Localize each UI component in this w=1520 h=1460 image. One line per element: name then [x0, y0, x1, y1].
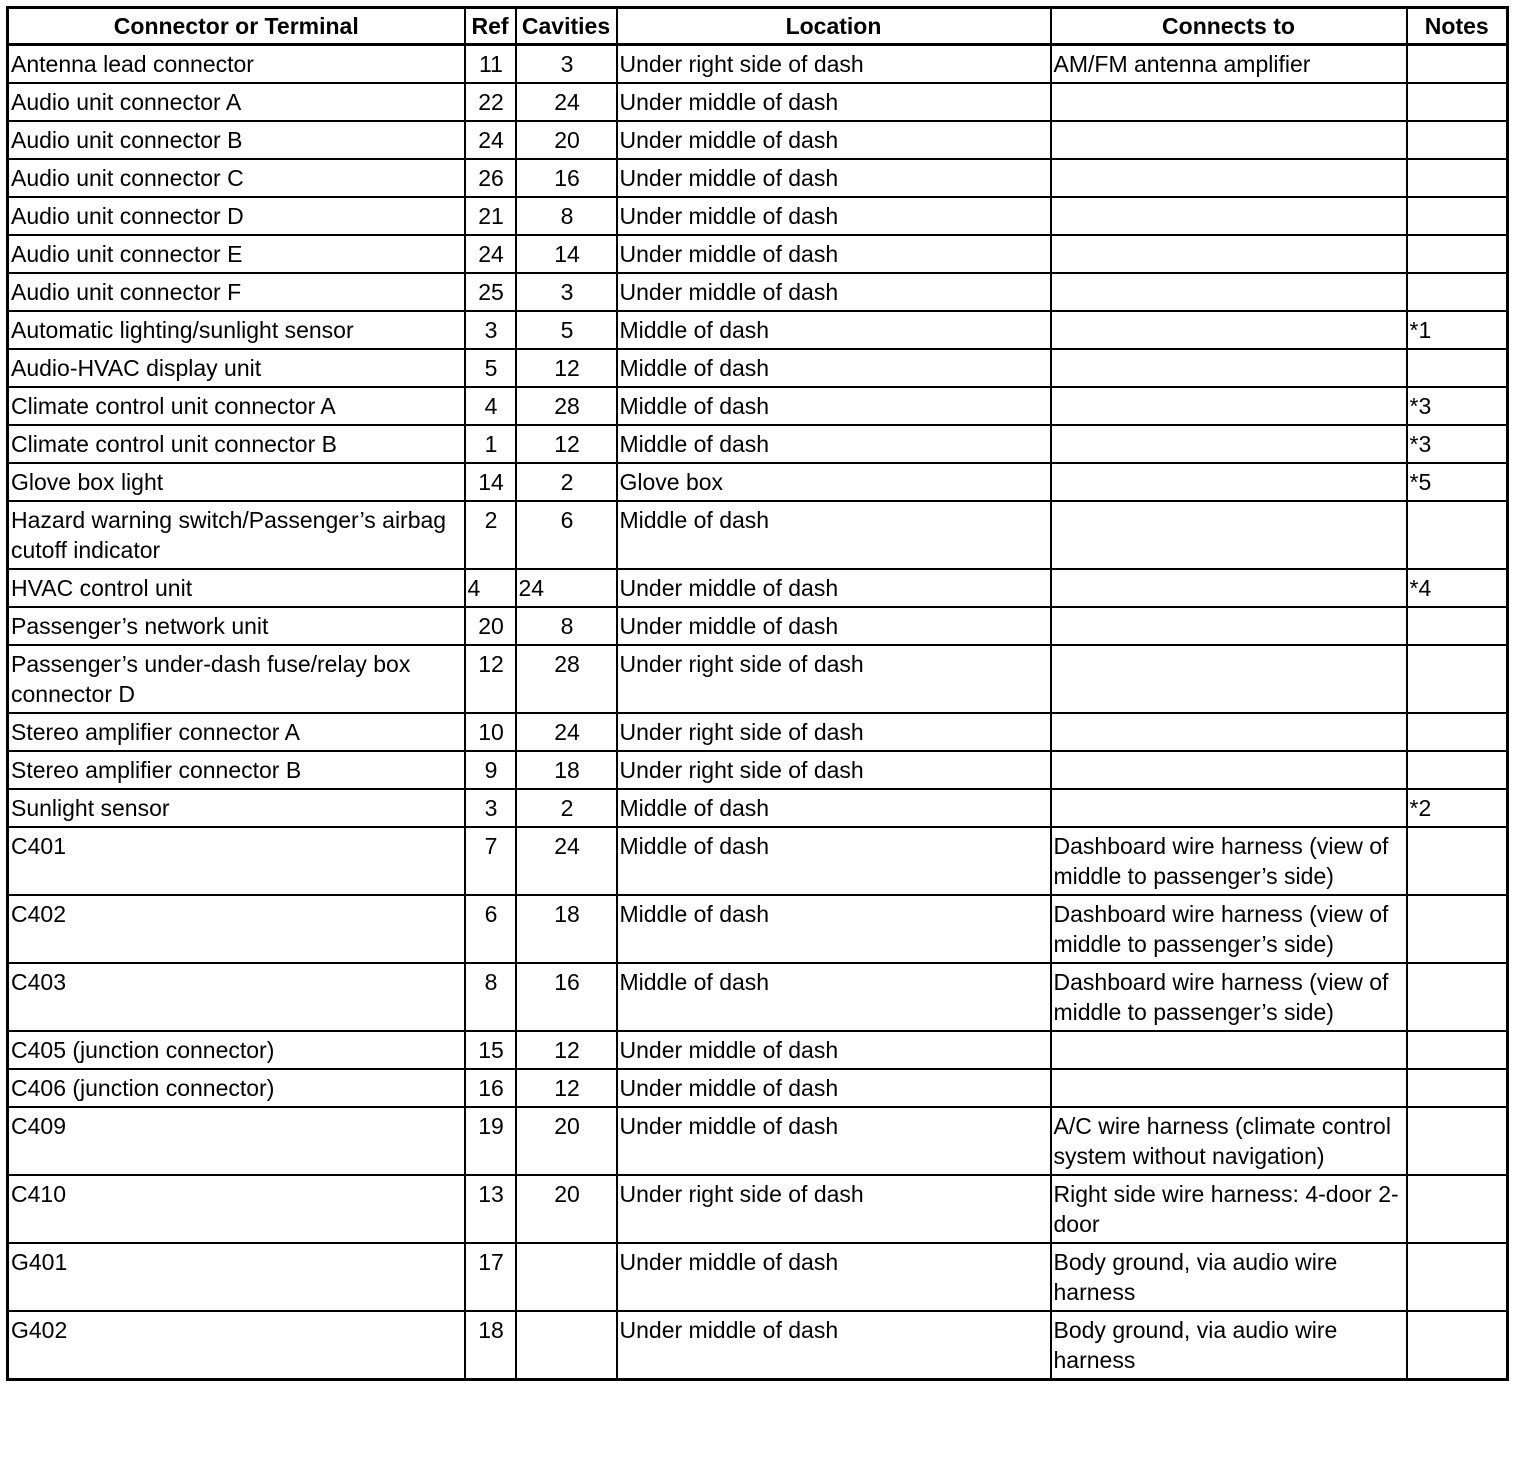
cell-cavities: 28 — [516, 387, 617, 425]
cell-ref: 4 — [465, 387, 516, 425]
cell-connects-to: Right side wire harness: 4-door 2-door — [1051, 1175, 1407, 1243]
cell-location: Under middle of dash — [617, 273, 1051, 311]
cell-connects-to — [1051, 789, 1407, 827]
cell-cavities: 24 — [516, 83, 617, 121]
table-row — [8, 197, 1508, 235]
cell-connector: Stereo amplifier connector B — [8, 751, 465, 789]
cell-connector: Glove box light — [8, 463, 465, 501]
cell-notes: *5 — [1407, 463, 1508, 501]
table-row — [8, 463, 1508, 501]
cell-location: Glove box — [617, 463, 1051, 501]
cell-connects-to — [1051, 83, 1407, 121]
cell-location: Middle of dash — [617, 827, 1051, 895]
cell-connector: Audio unit connector D — [8, 197, 465, 235]
cell-connects-to — [1051, 349, 1407, 387]
cell-ref: 25 — [465, 273, 516, 311]
cell-connector: Sunlight sensor — [8, 789, 465, 827]
cell-notes — [1407, 501, 1508, 569]
cell-notes — [1407, 751, 1508, 789]
cell-notes — [1407, 83, 1508, 121]
cell-connector: C403 — [8, 963, 465, 1031]
cell-connects-to: Dashboard wire harness (view of middle to passenger’s side) — [1051, 895, 1407, 963]
cell-ref: 22 — [465, 83, 516, 121]
cell-connects-to — [1051, 273, 1407, 311]
table-row — [8, 827, 1508, 895]
table-row — [8, 645, 1508, 713]
cell-location: Under right side of dash — [617, 1175, 1051, 1243]
cell-notes — [1407, 895, 1508, 963]
cell-location: Under middle of dash — [617, 235, 1051, 273]
cell-connector: Climate control unit connector B — [8, 425, 465, 463]
table-row — [8, 387, 1508, 425]
cell-location: Under right side of dash — [617, 713, 1051, 751]
cell-ref: 21 — [465, 197, 516, 235]
cell-connector: G402 — [8, 1311, 465, 1380]
table-row — [8, 1069, 1508, 1107]
cell-location: Under right side of dash — [617, 751, 1051, 789]
cell-ref: 3 — [465, 311, 516, 349]
table-row — [8, 1107, 1508, 1175]
cell-notes — [1407, 1243, 1508, 1311]
cell-cavities: 28 — [516, 645, 617, 713]
header-location: Location — [617, 8, 1051, 45]
cell-cavities: 12 — [516, 425, 617, 463]
cell-ref: 15 — [465, 1031, 516, 1069]
cell-cavities: 8 — [516, 607, 617, 645]
cell-connects-to — [1051, 387, 1407, 425]
table-row — [8, 713, 1508, 751]
table-row — [8, 121, 1508, 159]
table-row — [8, 349, 1508, 387]
cell-notes — [1407, 607, 1508, 645]
cell-notes — [1407, 713, 1508, 751]
cell-connector: HVAC control unit — [8, 569, 465, 607]
cell-cavities: 20 — [516, 1175, 617, 1243]
cell-connects-to — [1051, 1031, 1407, 1069]
cell-cavities: 16 — [516, 159, 617, 197]
table-row — [8, 789, 1508, 827]
table-row — [8, 1311, 1508, 1380]
cell-notes — [1407, 1107, 1508, 1175]
cell-connects-to: Body ground, via audio wire harness — [1051, 1311, 1407, 1380]
cell-connector: Stereo amplifier connector A — [8, 713, 465, 751]
cell-connects-to — [1051, 311, 1407, 349]
cell-cavities: 16 — [516, 963, 617, 1031]
cell-connector: Antenna lead connector — [8, 45, 465, 84]
cell-connects-to — [1051, 645, 1407, 713]
cell-cavities: 18 — [516, 895, 617, 963]
cell-connects-to — [1051, 159, 1407, 197]
cell-notes: *1 — [1407, 311, 1508, 349]
table-row — [8, 501, 1508, 569]
table-row — [8, 83, 1508, 121]
cell-connects-to: Body ground, via audio wire harness — [1051, 1243, 1407, 1311]
connector-table — [6, 6, 1509, 1381]
cell-location: Under middle of dash — [617, 1031, 1051, 1069]
cell-cavities: 12 — [516, 349, 617, 387]
table-row — [8, 607, 1508, 645]
cell-location: Under middle of dash — [617, 1107, 1051, 1175]
cell-connector: Passenger’s under-dash fuse/relay box connector D — [8, 645, 465, 713]
header-connector: Connector or Terminal — [8, 8, 465, 45]
cell-cavities: 12 — [516, 1031, 617, 1069]
cell-ref: 14 — [465, 463, 516, 501]
cell-cavities: 14 — [516, 235, 617, 273]
table-row — [8, 1243, 1508, 1311]
table-row — [8, 963, 1508, 1031]
cell-notes — [1407, 159, 1508, 197]
header-notes: Notes — [1407, 8, 1508, 45]
cell-location: Middle of dash — [617, 501, 1051, 569]
cell-connector: Audio unit connector A — [8, 83, 465, 121]
cell-cavities: 3 — [516, 45, 617, 84]
cell-location: Under middle of dash — [617, 607, 1051, 645]
cell-notes — [1407, 963, 1508, 1031]
table-row — [8, 1175, 1508, 1243]
cell-connector: G401 — [8, 1243, 465, 1311]
cell-cavities — [516, 1311, 617, 1380]
cell-cavities: 6 — [516, 501, 617, 569]
cell-connector: Passenger’s network unit — [8, 607, 465, 645]
cell-ref: 24 — [465, 235, 516, 273]
table-body — [8, 45, 1508, 1380]
cell-cavities: 24 — [516, 569, 617, 607]
cell-location: Under middle of dash — [617, 159, 1051, 197]
cell-ref: 5 — [465, 349, 516, 387]
cell-cavities: 8 — [516, 197, 617, 235]
table-row — [8, 273, 1508, 311]
cell-notes — [1407, 273, 1508, 311]
cell-ref: 13 — [465, 1175, 516, 1243]
cell-notes — [1407, 45, 1508, 84]
table-row — [8, 311, 1508, 349]
cell-notes: *4 — [1407, 569, 1508, 607]
cell-cavities — [516, 1243, 617, 1311]
cell-connects-to — [1051, 1069, 1407, 1107]
cell-location: Under middle of dash — [617, 1311, 1051, 1380]
cell-cavities: 3 — [516, 273, 617, 311]
cell-connects-to — [1051, 607, 1407, 645]
cell-cavities: 24 — [516, 827, 617, 895]
cell-location: Middle of dash — [617, 895, 1051, 963]
cell-notes — [1407, 197, 1508, 235]
cell-ref: 7 — [465, 827, 516, 895]
table-row — [8, 159, 1508, 197]
table-row — [8, 45, 1508, 84]
cell-connects-to: Dashboard wire harness (view of middle to passenger’s side) — [1051, 963, 1407, 1031]
cell-connects-to — [1051, 751, 1407, 789]
cell-connects-to: AM/FM antenna amplifier — [1051, 45, 1407, 84]
cell-connector: C401 — [8, 827, 465, 895]
cell-connects-to — [1051, 569, 1407, 607]
table-row — [8, 1031, 1508, 1069]
cell-location: Under right side of dash — [617, 645, 1051, 713]
cell-connects-to — [1051, 463, 1407, 501]
cell-connector: C405 (junction connector) — [8, 1031, 465, 1069]
cell-cavities: 2 — [516, 789, 617, 827]
header-cavities: Cavities — [516, 8, 617, 45]
cell-connector: C406 (junction connector) — [8, 1069, 465, 1107]
cell-notes — [1407, 1031, 1508, 1069]
cell-location: Under middle of dash — [617, 569, 1051, 607]
cell-notes — [1407, 235, 1508, 273]
cell-connects-to — [1051, 425, 1407, 463]
table-row — [8, 751, 1508, 789]
cell-cavities: 12 — [516, 1069, 617, 1107]
cell-ref: 26 — [465, 159, 516, 197]
cell-connector: Audio unit connector E — [8, 235, 465, 273]
cell-ref: 4 — [465, 569, 516, 607]
cell-connects-to — [1051, 501, 1407, 569]
cell-location: Under middle of dash — [617, 83, 1051, 121]
cell-ref: 8 — [465, 963, 516, 1031]
cell-notes — [1407, 121, 1508, 159]
cell-location: Middle of dash — [617, 311, 1051, 349]
cell-ref: 10 — [465, 713, 516, 751]
table-row — [8, 569, 1508, 607]
cell-ref: 9 — [465, 751, 516, 789]
cell-ref: 11 — [465, 45, 516, 84]
table-row — [8, 895, 1508, 963]
cell-cavities: 2 — [516, 463, 617, 501]
cell-location: Middle of dash — [617, 387, 1051, 425]
header-connects-to: Connects to — [1051, 8, 1407, 45]
cell-ref: 12 — [465, 645, 516, 713]
cell-notes — [1407, 1069, 1508, 1107]
cell-ref: 1 — [465, 425, 516, 463]
cell-ref: 16 — [465, 1069, 516, 1107]
table-row — [8, 235, 1508, 273]
cell-location: Under middle of dash — [617, 1069, 1051, 1107]
cell-ref: 17 — [465, 1243, 516, 1311]
cell-location: Under middle of dash — [617, 1243, 1051, 1311]
cell-location: Middle of dash — [617, 425, 1051, 463]
cell-ref: 20 — [465, 607, 516, 645]
cell-ref: 18 — [465, 1311, 516, 1380]
cell-connects-to: A/C wire harness (climate control system without navigation) — [1051, 1107, 1407, 1175]
cell-location: Middle of dash — [617, 789, 1051, 827]
cell-connects-to — [1051, 121, 1407, 159]
cell-ref: 19 — [465, 1107, 516, 1175]
cell-connects-to — [1051, 197, 1407, 235]
cell-connector: Audio unit connector F — [8, 273, 465, 311]
cell-notes — [1407, 349, 1508, 387]
cell-connects-to: Dashboard wire harness (view of middle to passenger’s side) — [1051, 827, 1407, 895]
cell-cavities: 20 — [516, 121, 617, 159]
cell-connector: C402 — [8, 895, 465, 963]
cell-ref: 6 — [465, 895, 516, 963]
cell-location: Under middle of dash — [617, 121, 1051, 159]
cell-connector: Climate control unit connector A — [8, 387, 465, 425]
cell-location: Middle of dash — [617, 349, 1051, 387]
cell-notes — [1407, 1311, 1508, 1380]
cell-cavities: 24 — [516, 713, 617, 751]
cell-connects-to — [1051, 235, 1407, 273]
cell-connects-to — [1051, 713, 1407, 751]
cell-connector: C409 — [8, 1107, 465, 1175]
cell-ref: 24 — [465, 121, 516, 159]
cell-connector: Automatic lighting/sunlight sensor — [8, 311, 465, 349]
cell-notes — [1407, 1175, 1508, 1243]
header-ref: Ref — [465, 8, 516, 45]
header-row — [8, 8, 1508, 45]
cell-notes: *3 — [1407, 425, 1508, 463]
cell-ref: 2 — [465, 501, 516, 569]
cell-cavities: 20 — [516, 1107, 617, 1175]
cell-location: Under right side of dash — [617, 45, 1051, 84]
cell-cavities: 5 — [516, 311, 617, 349]
cell-connector: Hazard warning switch/Passenger’s airbag cutoff indicator — [8, 501, 465, 569]
table-header — [8, 8, 1508, 45]
cell-connector: Audio-HVAC display unit — [8, 349, 465, 387]
cell-ref: 3 — [465, 789, 516, 827]
cell-connector: Audio unit connector B — [8, 121, 465, 159]
cell-notes — [1407, 827, 1508, 895]
cell-connector: Audio unit connector C — [8, 159, 465, 197]
cell-connector: C410 — [8, 1175, 465, 1243]
cell-location: Under middle of dash — [617, 197, 1051, 235]
cell-notes: *2 — [1407, 789, 1508, 827]
table-row — [8, 425, 1508, 463]
cell-notes — [1407, 645, 1508, 713]
cell-cavities: 18 — [516, 751, 617, 789]
cell-notes: *3 — [1407, 387, 1508, 425]
cell-location: Middle of dash — [617, 963, 1051, 1031]
